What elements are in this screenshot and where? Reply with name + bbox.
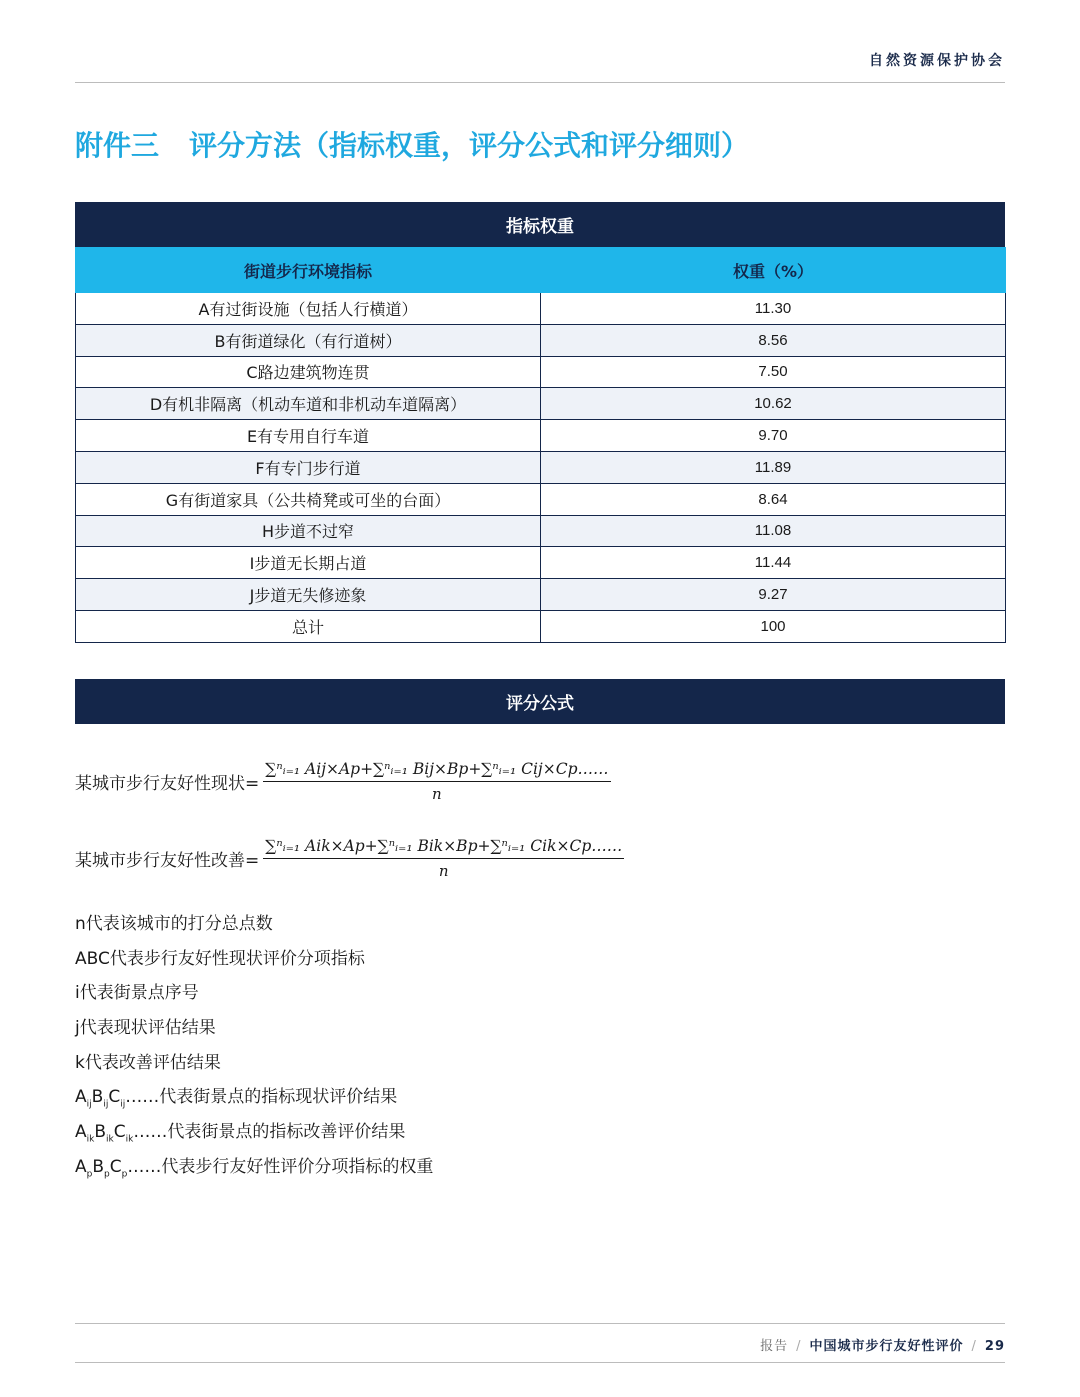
- table-row: [76, 388, 1006, 420]
- indicator-name: F有专门步行道: [76, 451, 541, 483]
- footer-label: 报告: [760, 1339, 789, 1354]
- indicator-name: D有机非隔离（机动车道和非机动车道隔离）: [76, 388, 541, 420]
- definition-k: k代表改善评估结果: [75, 1052, 221, 1073]
- table-row-total: [76, 610, 1006, 642]
- column-header-weight: 权重（%）: [541, 248, 1006, 293]
- footer-report-title: 中国城市步行友好性评价: [809, 1339, 964, 1354]
- table-row: [76, 324, 1006, 356]
- current-denominator: n: [432, 785, 442, 803]
- definition-ij: $A_{ij}B_{ij}C_{ij}\dots\dots$代表街景点的指标现状评价结果: [75, 1087, 398, 1110]
- table-row: [76, 547, 1006, 579]
- improve-formula: [75, 837, 624, 880]
- indicator-weight: 7.50: [541, 356, 1006, 388]
- header-rule: [75, 82, 1005, 83]
- definition-ij-text: ……代表街景点的指标现状评价结果: [125, 1087, 398, 1108]
- indicator-name: I步道无长期占道: [76, 547, 541, 579]
- definition-abc: ABC代表步行友好性现状评价分项指标: [75, 948, 365, 969]
- table-row: [76, 293, 1006, 325]
- total-value: 100: [541, 610, 1006, 642]
- definition-j: j代表现状评估结果: [75, 1018, 216, 1039]
- indicator-name: C路边建筑物连贯: [76, 356, 541, 388]
- indicator-name: G有街道家具（公共椅凳或可坐的台面）: [76, 483, 541, 515]
- title-text: 评分方法（指标权重，评分公式和评分细则）: [189, 129, 750, 162]
- table-row: [76, 451, 1006, 483]
- title-prefix: 附件三: [75, 129, 160, 162]
- footer-rule-top: [75, 1323, 1005, 1324]
- footer-rule-bottom: [75, 1362, 1005, 1363]
- improve-fraction: [263, 837, 624, 880]
- page-number: 29: [984, 1339, 1005, 1354]
- improve-numerator: ∑ⁿᵢ₌₁ Aik×Ap+∑ⁿᵢ₌₁ Bik×Bp+∑ⁿᵢ₌₁ Cik×Cp……: [263, 837, 624, 859]
- indicator-weight: 10.62: [541, 388, 1006, 420]
- indicator-weight: 9.27: [541, 579, 1006, 611]
- indicator-weight: 11.44: [541, 547, 1006, 579]
- indicator-weight: 8.56: [541, 324, 1006, 356]
- indicator-weight: 9.70: [541, 420, 1006, 452]
- total-label: 总计: [76, 610, 541, 642]
- indicator-weight: 11.30: [541, 293, 1006, 325]
- weights-heading-bar: 指标权重: [75, 202, 1005, 247]
- page-title: [75, 124, 749, 164]
- current-formula-label: 某城市步行友好性现状=: [75, 774, 260, 794]
- column-header-indicator: 街道步行环境指标: [76, 248, 541, 293]
- indicator-name: H步道不过窄: [76, 515, 541, 547]
- weights-table: [75, 247, 1006, 643]
- table-row: [76, 420, 1006, 452]
- current-fraction: [263, 760, 610, 803]
- improve-denominator: n: [438, 862, 449, 880]
- definition-n: n代表该城市的打分总点数: [75, 914, 273, 934]
- definition-ik: $A_{ik}B_{ik}C_{ik}\dots\dots$代表街景点的指标改善评价结果: [75, 1122, 406, 1145]
- table-row: [76, 356, 1006, 388]
- indicator-weight: 8.64: [541, 483, 1006, 515]
- current-formula: [75, 760, 611, 803]
- table-row: [76, 515, 1006, 547]
- indicator-weight: 11.89: [541, 451, 1006, 483]
- definition-i: i代表街景点序号: [75, 983, 199, 1004]
- indicator-name: J步道无失修迹象: [76, 579, 541, 611]
- definitions-list: [75, 910, 433, 1188]
- formula-heading-bar: 评分公式: [75, 679, 1005, 724]
- definition-p-text: ……代表步行友好性评价分项指标的权重: [127, 1156, 434, 1177]
- improve-formula-label: 某城市步行友好性改善=: [75, 851, 260, 871]
- indicator-name: E有专用自行车道: [76, 420, 541, 452]
- table-row: [76, 483, 1006, 515]
- definition-ik-text: ……代表街景点的指标改善评价结果: [133, 1122, 406, 1143]
- definition-p: $A_pB_pC_p\dots\dots$代表步行友好性评价分项指标的权重: [75, 1156, 434, 1180]
- table-row: [76, 579, 1006, 611]
- organization-name: 自然资源保护协会: [869, 53, 1005, 69]
- footer: 报告 / 中国城市步行友好性评价 / 29: [760, 1339, 1005, 1354]
- indicator-name: A有过街设施（包括人行横道）: [76, 293, 541, 325]
- current-numerator: ∑ⁿᵢ₌₁ Aij×Ap+∑ⁿᵢ₌₁ Bij×Bp+∑ⁿᵢ₌₁ Cij×Cp……: [263, 760, 610, 782]
- indicator-weight: 11.08: [541, 515, 1006, 547]
- indicator-name: B有街道绿化（有行道树）: [76, 324, 541, 356]
